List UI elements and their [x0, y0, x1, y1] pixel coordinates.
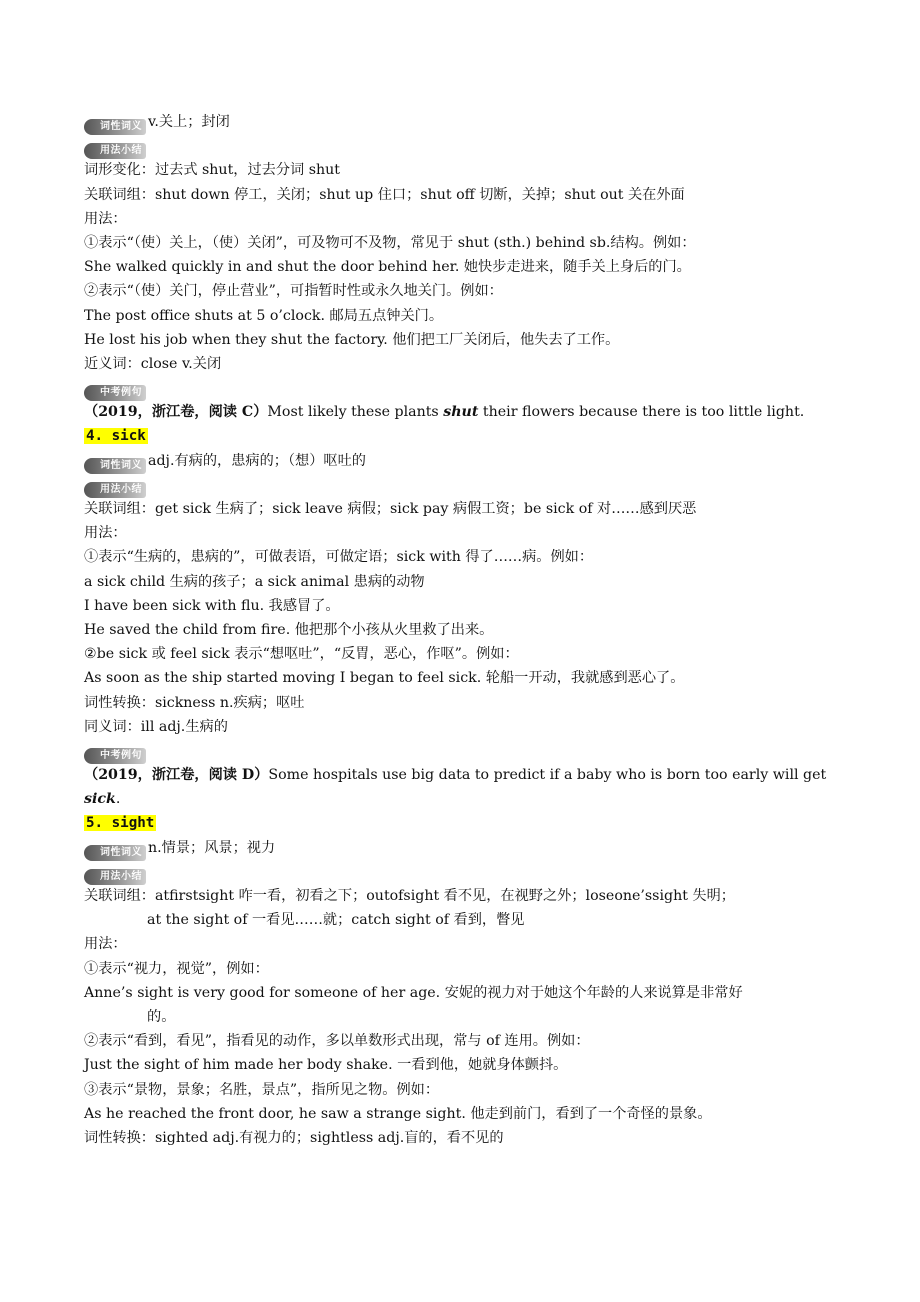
- exam-keyword: sick: [84, 791, 116, 808]
- shut-phrases: 关联词组：shut down 停工，关闭；shut up 住口；shut off 切断，关掉；shut out 关在外面: [84, 186, 685, 203]
- shut-usage-2: ②表示“（使）关门，停止营业”，可指暂时性或永久地关门。例如：: [84, 283, 503, 300]
- sight-phrases-2: at the sight of 一看见……就；catch sight of 看到，瞥见: [147, 912, 525, 929]
- exam-text-post: .: [115, 791, 121, 808]
- sight-heading: 5. sight: [86, 815, 155, 832]
- sight-usage-2-example: Just the sight of him made her body shake. 一看到他，她就身体颤抖。: [84, 1057, 568, 1074]
- usage-tag-icon: 用法小结: [84, 482, 146, 498]
- shut-synonym: 近义词：close v.关闭: [84, 355, 222, 372]
- sick-usage-1: ①表示“生病的，患病的”，可做表语，可做定语；sick with 得了……病。例如：: [84, 549, 594, 566]
- sight-usage-3: ③表示“景物，景象；名胜，景点”，指所见之物。例如：: [84, 1081, 440, 1098]
- sick-usage-1-example-3: He saved the child from fire. 他把那个小孩从火里救了出来。: [84, 621, 494, 638]
- shut-forms: 词形变化：过去式 shut，过去分词 shut: [84, 162, 340, 179]
- sick-conversion: 词性转换：sickness n.疾病；呕吐: [84, 694, 305, 711]
- usage-tag-row: [84, 473, 864, 497]
- sick-synonym: 同义词：ill adj.生病的: [84, 718, 228, 735]
- exam-text-pre: Most likely these plants: [267, 404, 444, 421]
- sick-usage-1-example-2: I have been sick with flu. 我感冒了。: [84, 597, 340, 614]
- meaning-row: [84, 110, 864, 134]
- sight-conversion: 词性转换：sighted adj.有视力的；sightless adj.盲的，看不见的: [84, 1129, 504, 1146]
- shut-usage-1-example: She walked quickly in and shut the door behind her. 她快步走进来，随手关上身后的门。: [84, 259, 691, 276]
- sight-meaning: n.情景；风景；视力: [148, 839, 276, 856]
- usage-tag-row: [84, 134, 864, 158]
- shut-usage-1: ①表示“（使）关上，（使）关闭”，可及物可不及物，常见于 shut (sth.) behind sb.结构。例如：: [84, 234, 696, 251]
- exam-source: （2019，浙江卷，阅读 D）: [84, 767, 269, 784]
- sight-usage-label: 用法：: [84, 936, 127, 953]
- exam-tag-icon: 中考例句: [84, 385, 146, 401]
- exam-keyword: shut: [443, 404, 479, 421]
- sight-heading-row: [84, 811, 864, 835]
- shut-usage-2-example-1: The post office shuts at 5 o’clock. 邮局五点钟关门。: [84, 307, 444, 324]
- sick-heading-row: [84, 424, 864, 448]
- exam-tag-row: [84, 739, 864, 763]
- sick-usage-label: 用法：: [84, 525, 127, 542]
- shut-exam-sentence: [84, 400, 864, 424]
- sight-usage-1-example-2: 的。: [147, 1008, 176, 1025]
- sick-meaning: adj.有病的，患病的；（想）呕吐的: [148, 452, 366, 469]
- meaning-row: [84, 836, 864, 860]
- shut-usage-label: 用法：: [84, 210, 127, 227]
- sick-heading: 4. sick: [86, 428, 146, 445]
- usage-tag-icon: 用法小结: [84, 143, 146, 159]
- exam-tag-icon: 中考例句: [84, 748, 146, 764]
- sight-phrases-1: 关联词组：atfirstsight 咋一看，初看之下；outofsight 看不见，在视野之外；loseone’ssight 失明；: [84, 888, 735, 905]
- sight-usage-3-example: As he reached the front door, he saw a strange sight. 他走到前门，看到了一个奇怪的景象。: [84, 1105, 712, 1122]
- shut-usage-2-example-2: He lost his job when they shut the factory. 他们把工厂关闭后，他失去了工作。: [84, 331, 620, 348]
- sight-usage-2: ②表示“看到，看见”，指看见的动作，多以单数形式出现，常与 of 连用。例如：: [84, 1033, 590, 1050]
- sick-usage-2: ②be sick 或 feel sick 表示“想呕吐”，“反胃，恶心，作呕”。例如：: [84, 646, 519, 663]
- usage-tag-icon: 用法小结: [84, 869, 146, 885]
- meaning-row: [84, 449, 864, 473]
- sick-exam-sentence: [84, 763, 864, 811]
- meaning-tag-icon: 词性词义: [84, 458, 146, 474]
- meaning-tag-icon: 词性词义: [84, 119, 146, 135]
- sight-usage-1-example-1: Anne’s sight is very good for someone of her age. 安妮的视力对于她这个年龄的人来说算是非常好: [84, 984, 743, 1001]
- sick-usage-1-example-1: a sick child 生病的孩子；a sick animal 患病的动物: [84, 573, 425, 590]
- sight-usage-1: ①表示“视力，视觉”，例如：: [84, 960, 269, 977]
- document-page: [84, 110, 864, 1150]
- exam-tag-row: [84, 376, 864, 400]
- sick-phrases: 关联词组：get sick 生病了；sick leave 病假；sick pay 病假工资；be sick of 对……感到厌恶: [84, 501, 697, 518]
- exam-text-post: their flowers because there is too little light.: [478, 404, 805, 421]
- exam-text-pre: Some hospitals use big data to predict if a baby who is born too early will get: [268, 767, 827, 784]
- meaning-tag-icon: 词性词义: [84, 845, 146, 861]
- shut-meaning: v.关上；封闭: [148, 114, 230, 130]
- exam-source: （2019，浙江卷，阅读 C）: [84, 404, 268, 421]
- usage-tag-row: [84, 860, 864, 884]
- sick-usage-2-example: As soon as the ship started moving I began to feel sick. 轮船一开动，我就感到恶心了。: [84, 670, 685, 687]
